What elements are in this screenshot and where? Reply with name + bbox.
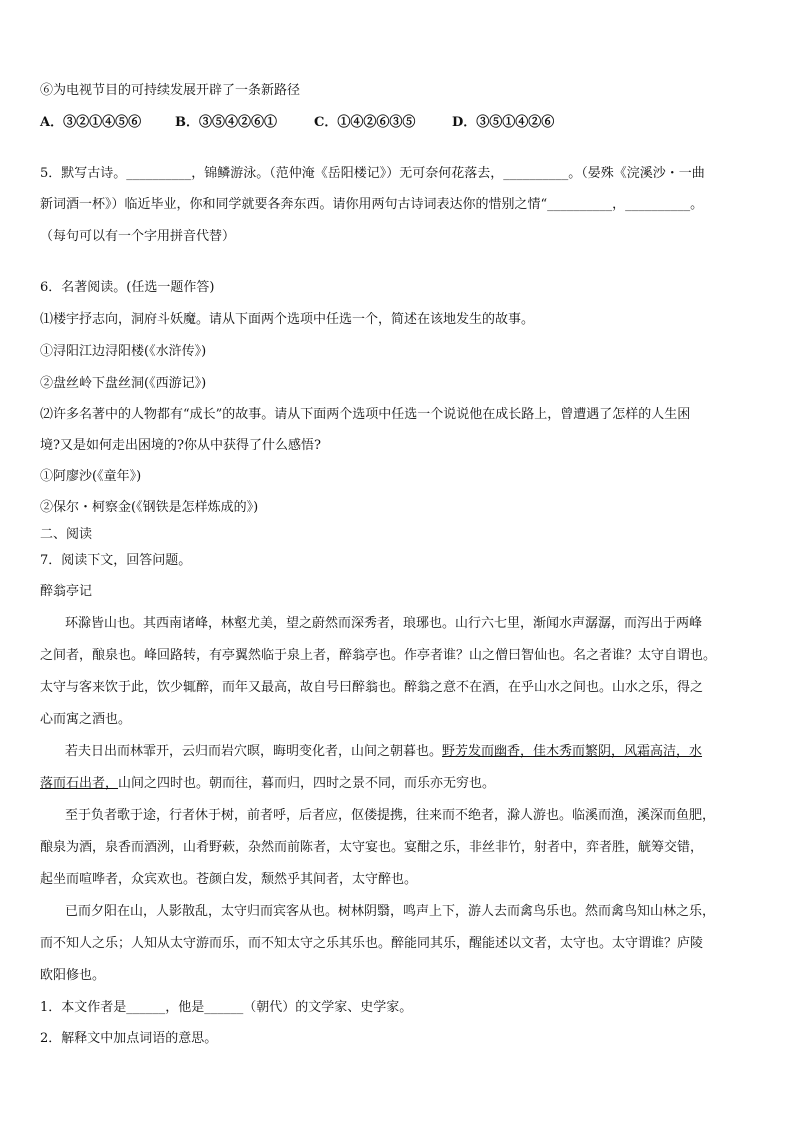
para1-line3: 太守与客来饮于此，饮少辄醉，而年又最高，故自号曰醉翁也。醉翁之意不在酒，在乎山水之间也。山水之乐，得之 [40, 680, 704, 695]
para2-line1 [65, 743, 702, 761]
para2-line1-plain: 若夫日出而林霏开，云归而岩穴暝，晦明变化者，山间之朝暮也。 [65, 744, 443, 759]
q6-part2-line1: ⑵许多名著中的人物都有“成长”的故事。请从下面两个选项中任选一个说说他在成长路上，曾遭遇了怎样的人生困 [40, 407, 691, 422]
para3-line2: 酿泉为酒，泉香而酒洌，山肴野蔌，杂然而前陈者，太守宴也。宴酣之乐，非丝非竹，射者中，弈者胜，觥筹交错， [40, 840, 704, 855]
para3-line3: 起坐而喧哗者，众宾欢也。苍颜白发，颓然乎其间者，太守醉也。 [40, 872, 418, 887]
q6-part2-option1: ①阿廖沙(《童年》) [40, 469, 142, 484]
option-c: C．①④②⑥③⑤ [314, 115, 416, 130]
q6-part2-option2: ②保尔・柯察金(《钢铁是怎样炼成的》) [40, 500, 259, 515]
para1-line2: 之间者，酿泉也。峰回路转，有亭翼然临于泉上者，醉翁亭也。作亭者谁？山之僧曰智仙也。名之者谁？太守自谓也。 [40, 648, 717, 663]
option-a: A．③②①④⑤⑥ [40, 115, 142, 130]
option-b: B．③⑤④②⑥① [175, 115, 277, 130]
para2-line2-underlined: 落而石出者， [40, 776, 119, 791]
q6-title: 6．名著阅读。(任选一题作答) [40, 280, 215, 295]
q5-line2: 新词酒一杯》）临近毕业，你和同学就要各奔东西。请你用两句古诗词表达你的惜别之情“__________，__________。 [40, 197, 704, 212]
q7-sub2: 2．解释文中加点词语的意思。 [40, 1031, 218, 1046]
q7-sub1: 1．本文作者是______，他是______（朝代）的文学家、史学家。 [40, 1000, 413, 1015]
para2-line2-plain: 山间之四时也。朝而往，暮而归，四时之景不同，而乐亦无穷也。 [118, 776, 496, 791]
para2-line1-underlined: 野芳发而幽香，佳木秀而繁阴，风霜高洁，水 [442, 744, 703, 759]
option-d: D．③⑤①④②⑥ [452, 115, 555, 130]
q5-line1: 5．默写古诗。__________，锦鳞游泳。（范仲淹《岳阳楼记》）无可奈何花落去，__________。（晏殊《浣溪沙・一曲 [40, 166, 705, 181]
item-6-text: ⑥为电视节目的可持续发展开辟了一条新路径 [40, 83, 301, 98]
para4-line1: 已而夕阳在山，人影散乱，太守归而宾客从也。树林阴翳，鸣声上下，游人去而禽鸟乐也。然而禽鸟知山林之乐， [65, 904, 716, 919]
q5-line3: （每句可以有一个字用拼音代替） [40, 229, 236, 244]
q6-part2-line2: 境?又是如何走出困境的?你从中获得了什么感悟? [40, 438, 321, 453]
para3-line1: 至于负者歌于途，行者休于树，前者呼，后者应，伛偻提携，往来而不绝者，滁人游也。临溪而渔，溪深而鱼肥， [65, 808, 716, 823]
q7-title: 7．阅读下文，回答问题。 [40, 553, 192, 568]
para4-line2: 而不知人之乐；人知从太守游而乐，而不知太守之乐其乐也。醉能同其乐，醒能述以文者，太守也。太守谓谁？庐陵 [40, 936, 704, 951]
q6-part1: ⑴楼宇抒志向，洞府斗妖魔。请从下面两个选项中任选一个，简述在该地发生的故事。 [40, 312, 535, 327]
para2-line2 [40, 775, 495, 793]
para1-line4: 心而寓之酒也。 [40, 712, 132, 727]
q6-part1-option2: ②盘丝岭下盘丝洞(《西游记》) [40, 376, 207, 391]
para4-line3: 欧阳修也。 [40, 968, 106, 983]
para1-line1: 环滁皆山也。其西南诸峰，林壑尤美，望之蔚然而深秀者，琅琊也。山行六七里，渐闻水声潺潺，而泻出于两峰 [65, 616, 703, 631]
essay-title: 醉翁亭记 [40, 584, 93, 599]
section-reading-heading: 二、阅读 [40, 527, 93, 542]
q6-part1-option1: ①浔阳江边浔阳楼(《水浒传》) [40, 344, 207, 359]
